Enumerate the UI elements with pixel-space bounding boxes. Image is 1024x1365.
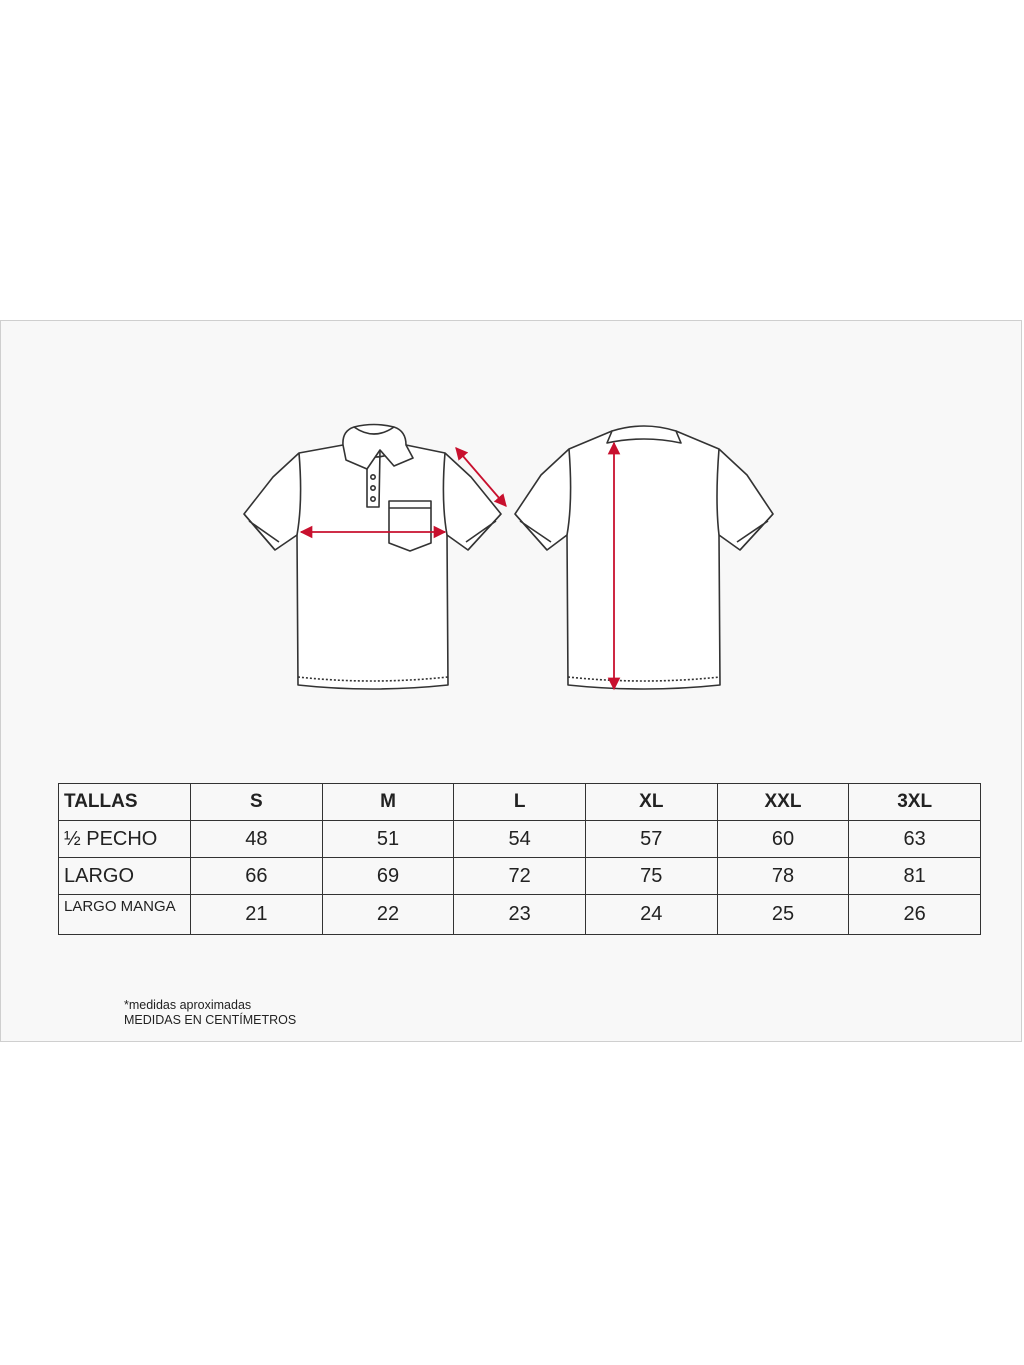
note-approximate: *medidas aproximadas bbox=[124, 998, 252, 1012]
table-cell: 48 bbox=[191, 821, 323, 858]
note-units: MEDIDAS EN CENTÍMETROS bbox=[124, 1013, 297, 1027]
table-row bbox=[59, 821, 981, 858]
table-cell: 22 bbox=[322, 895, 454, 935]
table-row bbox=[59, 895, 981, 935]
table-row bbox=[59, 858, 981, 895]
size-guide-sheet bbox=[0, 320, 1022, 1042]
size-header: 3XL bbox=[849, 784, 981, 821]
table-cell: 63 bbox=[849, 821, 981, 858]
table-cell: 57 bbox=[585, 821, 717, 858]
size-header: L bbox=[454, 784, 586, 821]
table-cell: 54 bbox=[454, 821, 586, 858]
row-label: LARGO MANGA bbox=[59, 895, 191, 935]
row-label: LARGO bbox=[59, 858, 191, 895]
table-header-row bbox=[59, 784, 981, 821]
table-cell: 81 bbox=[849, 858, 981, 895]
table-cell: 78 bbox=[717, 858, 849, 895]
measurement-note bbox=[124, 998, 296, 1028]
size-header: M bbox=[322, 784, 454, 821]
size-header: XL bbox=[585, 784, 717, 821]
table-cell: 26 bbox=[849, 895, 981, 935]
table-cell: 24 bbox=[585, 895, 717, 935]
size-header: XXL bbox=[717, 784, 849, 821]
size-table bbox=[58, 783, 981, 935]
table-cell: 60 bbox=[717, 821, 849, 858]
table-cell: 75 bbox=[585, 858, 717, 895]
size-header: S bbox=[191, 784, 323, 821]
table-cell: 66 bbox=[191, 858, 323, 895]
row-label: ½ PECHO bbox=[59, 821, 191, 858]
polo-back-icon bbox=[515, 426, 773, 689]
polo-front-icon bbox=[244, 425, 501, 690]
table-cell: 25 bbox=[717, 895, 849, 935]
table-cell: 21 bbox=[191, 895, 323, 935]
table-cell: 72 bbox=[454, 858, 586, 895]
header-label: TALLAS bbox=[59, 784, 191, 821]
table-cell: 51 bbox=[322, 821, 454, 858]
table-cell: 69 bbox=[322, 858, 454, 895]
table-cell: 23 bbox=[454, 895, 586, 935]
